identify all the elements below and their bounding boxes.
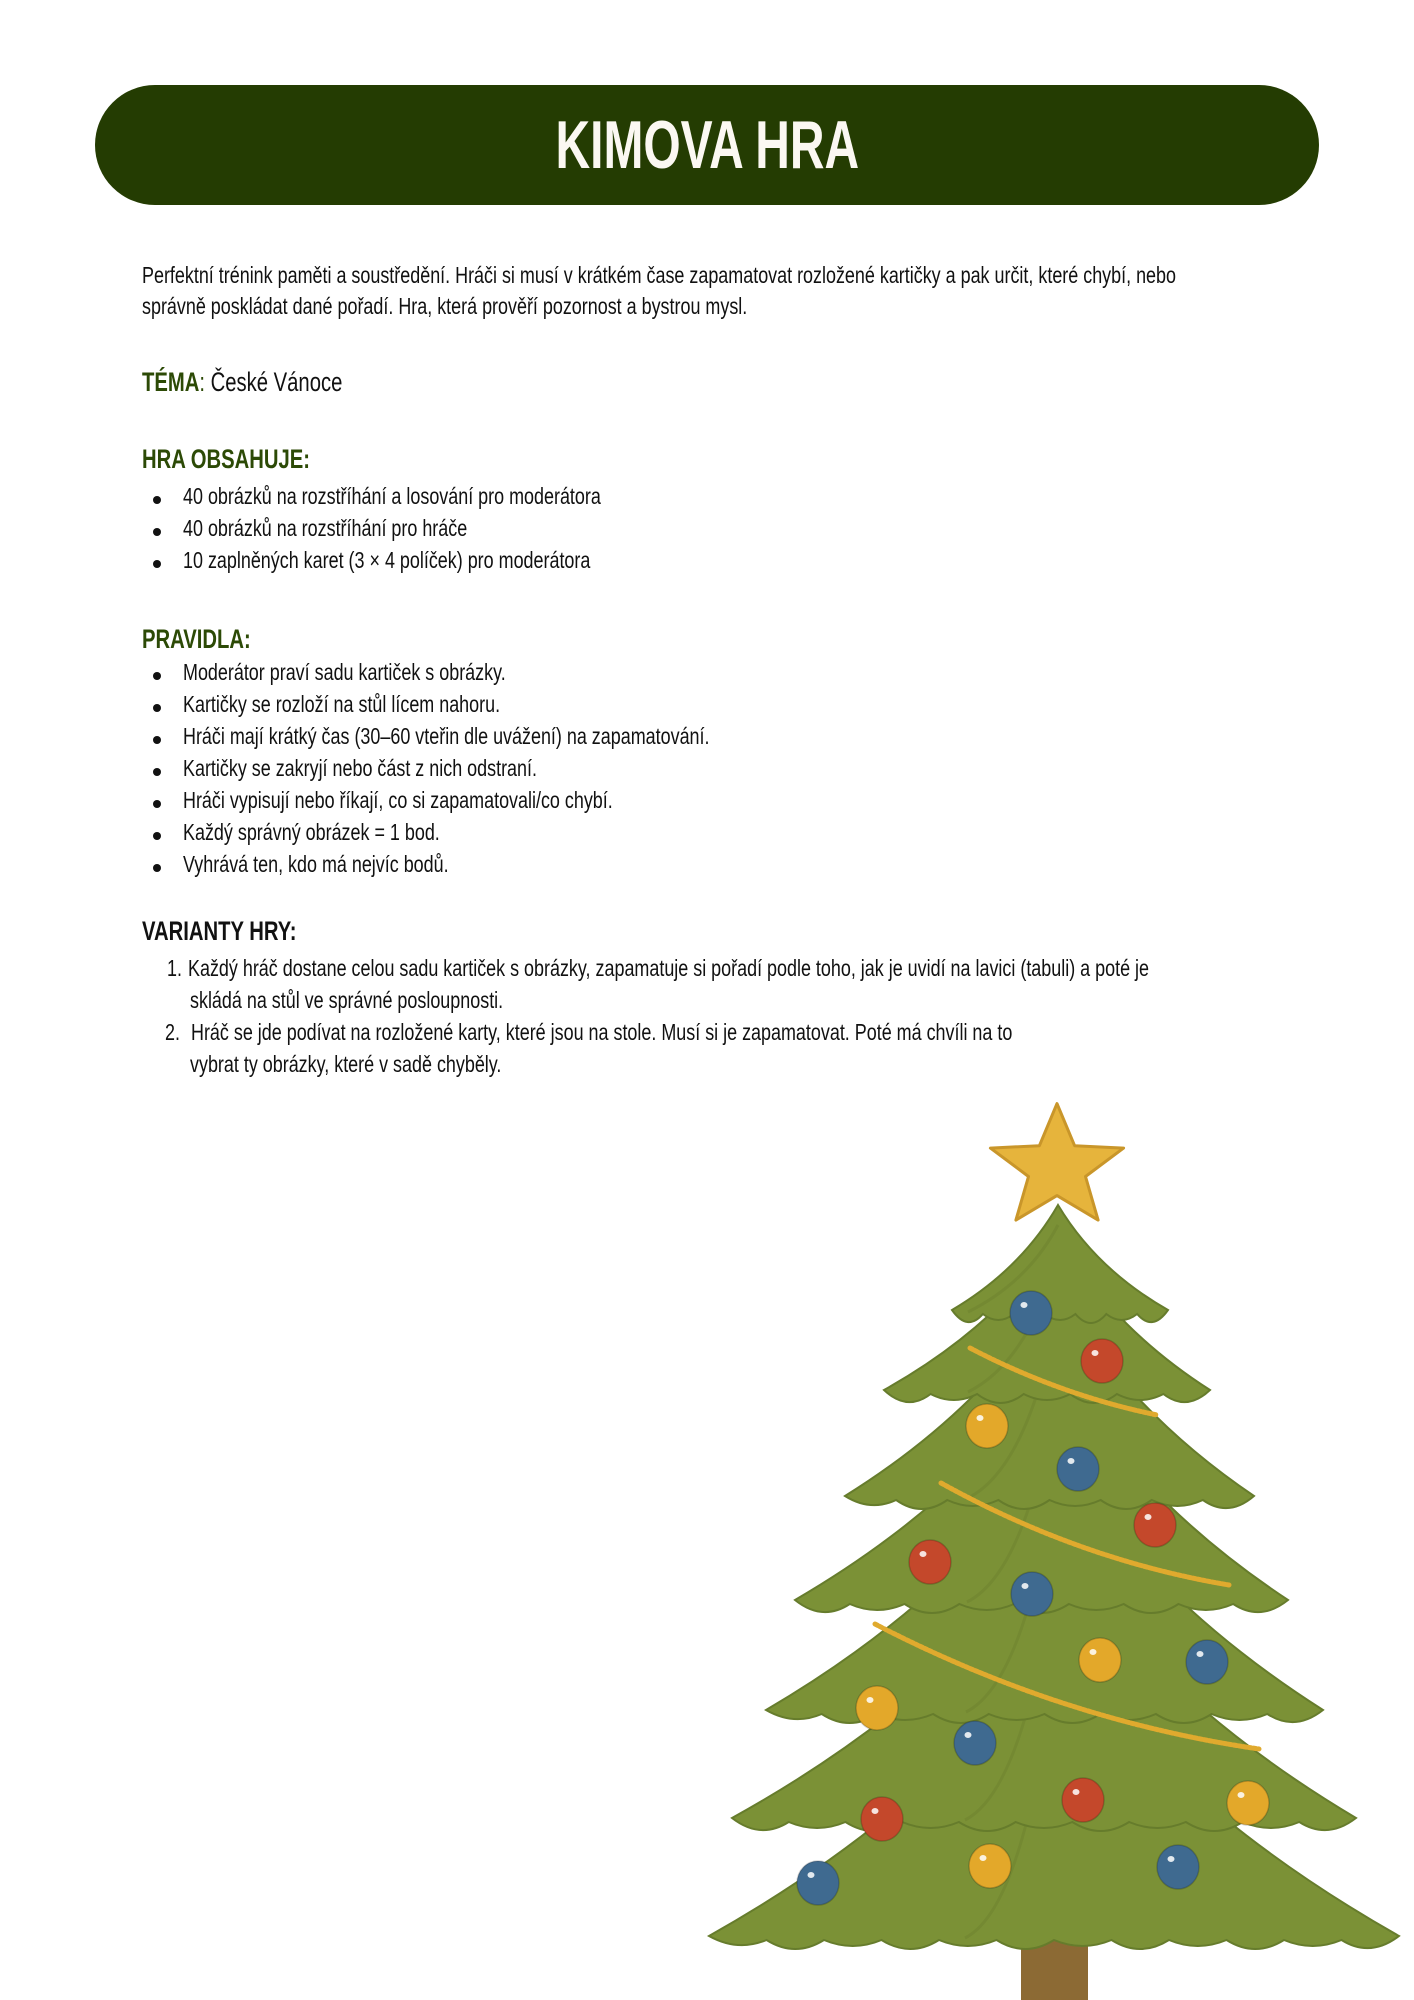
ornament-blue (1057, 1447, 1099, 1491)
list-item-text: vybrat ty obrázky, které v sadě chyběly. (190, 1051, 502, 1077)
christmas-tree-icon (700, 1090, 1414, 2000)
list-item-text: Hráči vypisují nebo říkají, co si zapamatovali/co chybí. (183, 787, 613, 813)
ornament-red (909, 1540, 951, 1584)
ornament-blue (1011, 1572, 1053, 1616)
ornament-highlight (872, 1808, 879, 1814)
bullet-icon (153, 528, 161, 536)
bullet-icon (153, 496, 161, 504)
ornament-blue (1157, 1845, 1199, 1889)
ornament-highlight (1090, 1649, 1097, 1655)
variants-heading-text: VARIANTY HRY: (142, 916, 297, 946)
bullet-icon (153, 832, 161, 840)
ornament-highlight (1197, 1651, 1204, 1657)
list-number: 2. (165, 1019, 180, 1045)
ornament-highlight (808, 1872, 815, 1878)
ornament-highlight (977, 1415, 984, 1421)
ornament-yellow (966, 1404, 1008, 1448)
ornament-highlight (1022, 1583, 1029, 1589)
ornament-highlight (1021, 1302, 1028, 1308)
bullet-icon (153, 800, 161, 808)
list-item-text: Vyhrává ten, kdo má nejvíc bodů. (183, 851, 449, 877)
page-title (95, 107, 1319, 183)
ornament-red (1081, 1339, 1123, 1383)
ornament-highlight (1092, 1350, 1099, 1356)
theme-label: TÉMA (142, 367, 200, 397)
ornament-highlight (1145, 1514, 1152, 1520)
list-item-text: 40 obrázků na rozstříhání pro hráče (183, 515, 468, 541)
bullet-icon (153, 864, 161, 872)
list-item-text: skládá na stůl ve správné posloupnosti. (190, 987, 504, 1013)
contents-heading-text: HRA OBSAHUJE: (142, 444, 311, 474)
ornament-blue (797, 1861, 839, 1905)
ornament-highlight (1238, 1792, 1245, 1798)
theme-value: České Vánoce (205, 367, 343, 397)
ornament-yellow (969, 1844, 1011, 1888)
list-item-text: Kartičky se zakryjí nebo část z nich odstraní. (183, 755, 537, 781)
ornament-highlight (980, 1855, 987, 1861)
intro-text: Perfektní trénink paměti a soustředění. Hráči si musí v krátkém čase zapamatovat rozložené kartičky a pak určit, které chybí, nebo (142, 262, 1176, 288)
list-item-text: Každý správný obrázek = 1 bod. (183, 819, 440, 845)
ornament-red (861, 1797, 903, 1841)
page-title-text: KIMOVA HRA (555, 107, 859, 183)
list-item-text: Hráči mají krátký čas (30–60 vteřin dle uvážení) na zapamatování. (183, 723, 710, 749)
theme-separator: : (199, 367, 206, 397)
ornament-highlight (1168, 1856, 1175, 1862)
list-item-text: Hráč se jde podívat na rozložené karty, které jsou na stole. Musí si je zapamatovat. Poté má chvíli na to (191, 1019, 1013, 1045)
ornament-blue (1186, 1640, 1228, 1684)
ornament-highlight (965, 1732, 972, 1738)
intro-line-2 (142, 295, 918, 318)
bullet-icon (153, 672, 161, 680)
ornament-highlight (920, 1551, 927, 1557)
bullet-icon (153, 736, 161, 744)
rules-heading (142, 626, 287, 653)
tree-tier (952, 1205, 1168, 1323)
title-banner (95, 85, 1319, 205)
ornament-highlight (1068, 1458, 1075, 1464)
bullet-icon (153, 768, 161, 776)
ornament-blue (1010, 1291, 1052, 1335)
bullet-icon (153, 560, 161, 568)
list-item-text: Každý hráč dostane celou sadu kartiček s obrázky, zapamatuje si pořadí podle toho, jak je uvidí na lavici (tabuli) a poté je (188, 955, 1149, 981)
contents-heading (142, 446, 366, 473)
ornament-blue (954, 1721, 996, 1765)
bullet-icon (153, 704, 161, 712)
variants-heading (142, 918, 348, 945)
rules-heading-text: PRAVIDLA: (142, 624, 251, 654)
ornament-red (1134, 1503, 1176, 1547)
ornament-red (1062, 1778, 1104, 1822)
ornament-yellow (856, 1686, 898, 1730)
list-item-text: Kartičky se rozloží na stůl lícem nahoru. (183, 691, 501, 717)
ornament-highlight (1073, 1789, 1080, 1795)
ornament-yellow (1079, 1638, 1121, 1682)
intro-text: správně poskládat dané pořadí. Hra, která prověří pozornost a bystrou mysl. (142, 293, 748, 319)
intro-line-1 (142, 264, 1414, 287)
list-number: 1. (167, 955, 182, 981)
theme-row (142, 369, 409, 396)
list-item-text: 40 obrázků na rozstříhání a losování pro moderátora (183, 483, 601, 509)
list-item-text: Moderátor praví sadu kartiček s obrázky. (183, 659, 506, 685)
ornament-highlight (867, 1697, 874, 1703)
list-item-text: 10 zaplněných karet (3 × 4 políček) pro moderátora (183, 547, 591, 573)
star-icon (990, 1104, 1123, 1221)
ornament-yellow (1227, 1781, 1269, 1825)
